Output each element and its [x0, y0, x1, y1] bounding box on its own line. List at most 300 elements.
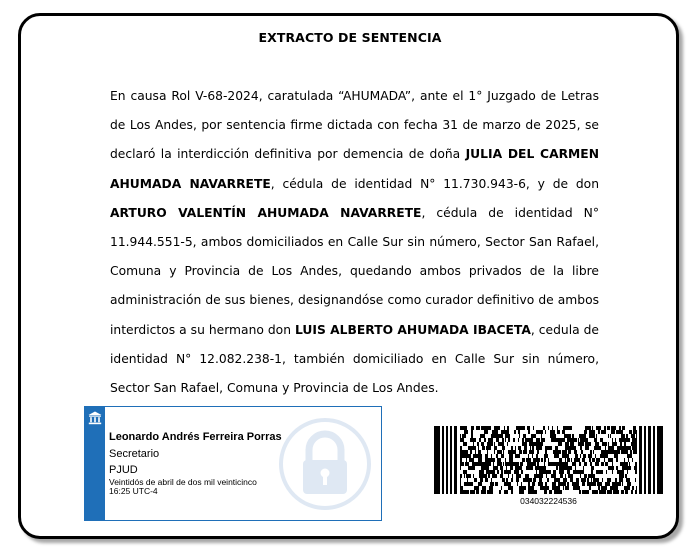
barcode-module: [634, 442, 637, 446]
barcode-module: [477, 462, 480, 466]
barcode-module: [483, 462, 486, 466]
barcode-module: [478, 426, 480, 430]
barcode-module: [504, 470, 506, 474]
barcode-module: [567, 438, 570, 442]
barcode-module: [579, 486, 580, 490]
barcode-module: [526, 478, 527, 482]
barcode-module: [572, 434, 574, 438]
barcode-module: [465, 450, 468, 454]
barcode-module: [501, 486, 502, 490]
barcode-module: [580, 438, 581, 442]
barcode-module: [533, 458, 535, 462]
barcode-module: [481, 458, 482, 462]
barcode-module: [611, 426, 614, 430]
barcode-module: [603, 450, 605, 454]
barcode-module: [495, 426, 497, 430]
barcode-module: [578, 458, 580, 462]
barcode-module: [622, 434, 625, 438]
barcode-module: [562, 430, 565, 434]
barcode-number: 034032224536: [520, 496, 577, 506]
barcode-module: [560, 490, 562, 494]
barcode-module: [509, 438, 510, 442]
barcode-module: [460, 482, 461, 486]
barcode-module: [560, 438, 563, 442]
barcode-module: [566, 478, 567, 482]
barcode-module: [516, 474, 519, 478]
barcode-module: [552, 486, 555, 490]
barcode-start-bar: [442, 426, 444, 494]
barcode-module: [513, 438, 515, 442]
barcode-module: [614, 426, 616, 430]
body-text-run: , cédula de identidad N° 11.944.551-5, ambos domiciliados en Calle Sur sin número, Sector San Rafael, Comuna y Provincia de Los Andes, quedando ambos privados de la libre administración de sus bienes, designandóse como curador definitivo de ambos interdictos a su hermano don: [110, 205, 599, 337]
barcode-module: [559, 450, 561, 454]
barcode-module: [624, 438, 625, 442]
barcode-module: [503, 462, 504, 466]
barcode-module: [623, 462, 625, 466]
barcode-module: [630, 482, 631, 486]
barcode-module: [493, 462, 494, 466]
barcode-module: [539, 470, 542, 474]
barcode-module: [477, 442, 479, 446]
barcode-module: [632, 458, 633, 462]
barcode-module: [515, 462, 517, 466]
barcode-module: [534, 474, 535, 478]
signature-time: 16:25 UTC-4: [109, 486, 158, 496]
barcode-module: [598, 430, 600, 434]
barcode-module: [506, 466, 507, 470]
barcode-module: [610, 446, 612, 450]
barcode-module: [517, 482, 518, 486]
barcode-module: [533, 426, 534, 430]
barcode-module: [499, 490, 501, 494]
barcode-module: [531, 434, 533, 438]
barcode-module: [509, 470, 511, 474]
barcode-module: [537, 462, 539, 466]
barcode-module: [518, 438, 519, 442]
barcode-module: [557, 426, 558, 430]
barcode-module: [470, 482, 473, 486]
barcode-module: [600, 446, 601, 450]
barcode-module: [486, 430, 488, 434]
barcode-module: [496, 434, 497, 438]
barcode-module: [493, 434, 494, 438]
barcode-module: [462, 434, 463, 438]
barcode-module: [507, 442, 508, 446]
barcode-module: [587, 482, 589, 486]
barcode-module: [471, 434, 473, 438]
barcode-module: [541, 434, 542, 438]
barcode-module: [460, 490, 463, 494]
barcode-module: [581, 438, 584, 442]
barcode-module: [465, 426, 467, 430]
barcode-module: [590, 450, 592, 454]
barcode-module: [491, 434, 493, 438]
barcode-module: [515, 446, 516, 450]
barcode-module: [592, 426, 593, 430]
barcode-module: [502, 430, 504, 434]
barcode-module: [632, 438, 635, 442]
barcode-module: [460, 426, 462, 430]
barcode-module: [471, 426, 474, 430]
barcode-module: [613, 430, 615, 434]
barcode-module: [564, 434, 566, 438]
barcode-module: [562, 450, 564, 454]
barcode-module: [536, 438, 537, 442]
barcode-module: [509, 454, 512, 458]
barcode-module: [588, 474, 591, 478]
barcode-module: [507, 426, 509, 430]
barcode-module: [589, 482, 591, 486]
barcode-module: [472, 462, 475, 466]
barcode-module: [525, 438, 527, 442]
barcode-module: [588, 454, 590, 458]
barcode-module: [622, 466, 625, 470]
barcode-module: [484, 430, 486, 434]
barcode-module: [501, 430, 502, 434]
barcode-module: [502, 446, 505, 450]
barcode-module: [572, 482, 573, 486]
barcode-module: [583, 454, 586, 458]
barcode-module: [575, 454, 578, 458]
barcode-module: [573, 486, 576, 490]
barcode-module: [611, 466, 614, 470]
barcode-module: [635, 438, 637, 442]
barcode-module: [531, 442, 534, 446]
barcode-module: [512, 474, 513, 478]
barcode-module: [566, 426, 568, 430]
barcode-module: [534, 442, 537, 446]
barcode-module: [551, 438, 552, 442]
barcode-module: [566, 466, 567, 470]
barcode-module: [522, 442, 523, 446]
barcode-module: [472, 458, 473, 462]
barcode-module: [515, 454, 517, 458]
barcode-module: [629, 446, 631, 450]
barcode-module: [625, 438, 627, 442]
barcode-module: [624, 442, 626, 446]
barcode-module: [627, 482, 630, 486]
barcode-module: [567, 466, 569, 470]
barcode-module: [464, 470, 465, 474]
barcode-module: [591, 474, 593, 478]
barcode-module: [510, 466, 513, 470]
barcode-module: [488, 438, 489, 442]
barcode-module: [611, 430, 613, 434]
barcode-module: [529, 458, 531, 462]
barcode-module: [563, 426, 566, 430]
barcode-module: [529, 478, 532, 482]
barcode-module: [568, 474, 569, 478]
barcode-module: [569, 474, 572, 478]
barcode-stop-bar: [653, 426, 655, 494]
barcode-module: [472, 446, 475, 450]
barcode-module: [594, 482, 596, 486]
barcode-module: [460, 446, 462, 450]
barcode-module: [548, 470, 551, 474]
barcode-module: [500, 462, 502, 466]
barcode-module: [619, 426, 621, 430]
barcode-module: [552, 482, 554, 486]
barcode-module: [473, 490, 475, 494]
barcode-module: [490, 486, 493, 490]
barcode-module: [494, 426, 495, 430]
barcode-module: [615, 478, 616, 482]
barcode-module: [518, 478, 519, 482]
barcode-module: [591, 466, 594, 470]
barcode-module: [489, 470, 490, 474]
barcode-module: [615, 438, 616, 442]
barcode-module: [540, 486, 542, 490]
barcode-module: [598, 442, 599, 446]
barcode-module: [488, 426, 491, 430]
barcode-module: [599, 490, 602, 494]
barcode-module: [557, 486, 560, 490]
barcode-module: [561, 442, 562, 446]
barcode-module: [569, 434, 571, 438]
barcode-module: [619, 446, 620, 450]
barcode-module: [594, 458, 595, 462]
barcode-module: [530, 462, 532, 466]
barcode-module: [635, 446, 637, 450]
barcode-module: [463, 434, 466, 438]
barcode-module: [465, 442, 467, 446]
barcode-module: [476, 426, 478, 430]
barcode-module: [524, 446, 527, 450]
barcode-module: [481, 442, 484, 446]
barcode-module: [527, 438, 528, 442]
signer-institution: PJUD: [109, 464, 138, 476]
barcode-module: [627, 454, 628, 458]
barcode-module: [536, 458, 537, 462]
barcode-module: [575, 466, 576, 470]
barcode-module: [482, 470, 484, 474]
barcode-module: [480, 470, 482, 474]
barcode-module: [488, 458, 489, 462]
barcode-module: [506, 470, 509, 474]
barcode-module: [565, 442, 567, 446]
barcode-module: [592, 430, 594, 434]
barcode-module: [625, 474, 627, 478]
barcode-module: [621, 450, 622, 454]
barcode-module: [560, 482, 563, 486]
barcode-module: [598, 470, 600, 474]
barcode-module: [502, 434, 503, 438]
barcode-module: [466, 462, 467, 466]
barcode-module: [531, 486, 534, 490]
barcode-module: [487, 458, 488, 462]
barcode-module: [480, 474, 481, 478]
barcode-module: [541, 458, 543, 462]
barcode-module: [483, 434, 484, 438]
barcode-module: [595, 462, 596, 466]
signer-name: Leonardo Andrés Ferreira Porras: [109, 431, 282, 443]
barcode-stop-bar: [644, 426, 646, 494]
barcode-module: [515, 466, 517, 470]
barcode-module: [596, 462, 599, 466]
courthouse-icon: [88, 411, 102, 425]
barcode-module: [541, 446, 542, 450]
barcode-module: [576, 486, 577, 490]
barcode-module: [619, 438, 622, 442]
barcode-module: [524, 442, 527, 446]
barcode-module: [553, 462, 554, 466]
barcode-module: [542, 470, 545, 474]
barcode-module: [524, 450, 527, 454]
barcode-module: [532, 462, 533, 466]
barcode-module: [502, 438, 504, 442]
barcode-module: [627, 438, 629, 442]
barcode-module: [460, 466, 461, 470]
barcode-module: [486, 470, 489, 474]
barcode-module: [538, 474, 541, 478]
barcode-module: [466, 474, 469, 478]
barcode-module: [583, 470, 584, 474]
barcode-module: [515, 450, 516, 454]
barcode-module: [584, 474, 587, 478]
barcode-module: [626, 434, 628, 438]
barcode-module: [473, 458, 474, 462]
barcode-module: [528, 438, 531, 442]
barcode-module: [498, 442, 501, 446]
barcode-module: [635, 450, 637, 454]
barcode-module: [468, 462, 469, 466]
barcode-module: [474, 438, 476, 442]
barcode-module: [570, 438, 573, 442]
bold-name-run: LUIS ALBERTO AHUMADA IBACETA: [294, 322, 531, 337]
barcode-module: [523, 450, 524, 454]
barcode-module: [502, 470, 503, 474]
barcode-module: [576, 438, 577, 442]
barcode-module: [591, 470, 593, 474]
barcode-module: [615, 482, 618, 486]
barcode-module: [607, 462, 608, 466]
barcode-module: [516, 478, 518, 482]
barcode-module: [592, 490, 595, 494]
barcode-module: [549, 490, 552, 494]
barcode-module: [618, 482, 621, 486]
barcode-module: [544, 462, 545, 466]
barcode-module: [494, 450, 495, 454]
barcode-module: [520, 486, 523, 490]
barcode-module: [568, 426, 571, 430]
barcode-module: [599, 458, 600, 462]
barcode-module: [508, 430, 509, 434]
barcode-module: [542, 486, 543, 490]
barcode-module: [551, 446, 552, 450]
barcode-module: [501, 454, 504, 458]
barcode-module: [547, 478, 549, 482]
barcode-module: [579, 490, 581, 494]
barcode-module: [492, 430, 493, 434]
barcode-module: [532, 450, 534, 454]
barcode-module: [484, 438, 486, 442]
barcode-module: [493, 466, 494, 470]
barcode-module: [608, 446, 610, 450]
barcode-module: [567, 470, 570, 474]
barcode-module: [609, 466, 611, 470]
barcode-module: [505, 430, 508, 434]
barcode-module: [478, 458, 480, 462]
barcode-module: [542, 466, 543, 470]
barcode-module: [545, 430, 546, 434]
barcode-module: [471, 466, 472, 470]
barcode-module: [563, 482, 566, 486]
barcode-module: [556, 450, 559, 454]
barcode-module: [594, 446, 597, 450]
barcode-module: [483, 426, 486, 430]
barcode-module: [533, 478, 536, 482]
barcode-module: [622, 430, 623, 434]
barcode-module: [548, 446, 551, 450]
barcode-module: [528, 478, 529, 482]
barcode-module: [496, 466, 498, 470]
barcode-module: [497, 470, 498, 474]
document-body: [110, 82, 599, 403]
barcode-module: [505, 458, 506, 462]
barcode-module: [625, 466, 628, 470]
barcode-module: [505, 462, 507, 466]
barcode-module: [564, 466, 565, 470]
barcode-module: [605, 462, 607, 466]
barcode-module: [635, 478, 636, 482]
barcode-module: [584, 430, 587, 434]
barcode-module: [484, 474, 487, 478]
barcode-module: [488, 490, 490, 494]
barcode-module: [469, 474, 471, 478]
barcode-module: [480, 434, 481, 438]
barcode-module: [465, 470, 467, 474]
barcode-module: [631, 434, 634, 438]
barcode-module: [610, 478, 611, 482]
barcode-module: [594, 430, 595, 434]
barcode-module: [567, 458, 570, 462]
barcode-module: [556, 466, 558, 470]
barcode-module: [469, 482, 470, 486]
barcode-module: [478, 454, 480, 458]
barcode-module: [472, 430, 473, 434]
barcode-module: [528, 490, 530, 494]
barcode-module: [471, 446, 472, 450]
barcode-module: [603, 454, 606, 458]
barcode-module: [500, 474, 501, 478]
barcode-module: [570, 446, 572, 450]
barcode-module: [599, 482, 602, 486]
barcode-module: [534, 490, 536, 494]
barcode-module: [567, 454, 569, 458]
barcode-module: [471, 450, 472, 454]
barcode-module: [497, 434, 499, 438]
barcode-module: [513, 462, 514, 466]
barcode-module: [536, 430, 539, 434]
barcode-module: [551, 474, 554, 478]
barcode-module: [482, 486, 483, 490]
barcode-module: [490, 442, 493, 446]
barcode-module: [544, 458, 546, 462]
barcode-module: [567, 482, 568, 486]
barcode-module: [588, 426, 591, 430]
barcode-module: [528, 486, 531, 490]
barcode-module: [511, 478, 513, 482]
barcode-module: [499, 426, 500, 430]
barcode-module: [489, 458, 492, 462]
barcode-module: [494, 434, 496, 438]
barcode-module: [531, 438, 532, 442]
barcode-module: [548, 462, 550, 466]
barcode-module: [554, 434, 555, 438]
barcode-module: [557, 430, 560, 434]
barcode-module: [558, 482, 560, 486]
barcode-module: [490, 470, 492, 474]
